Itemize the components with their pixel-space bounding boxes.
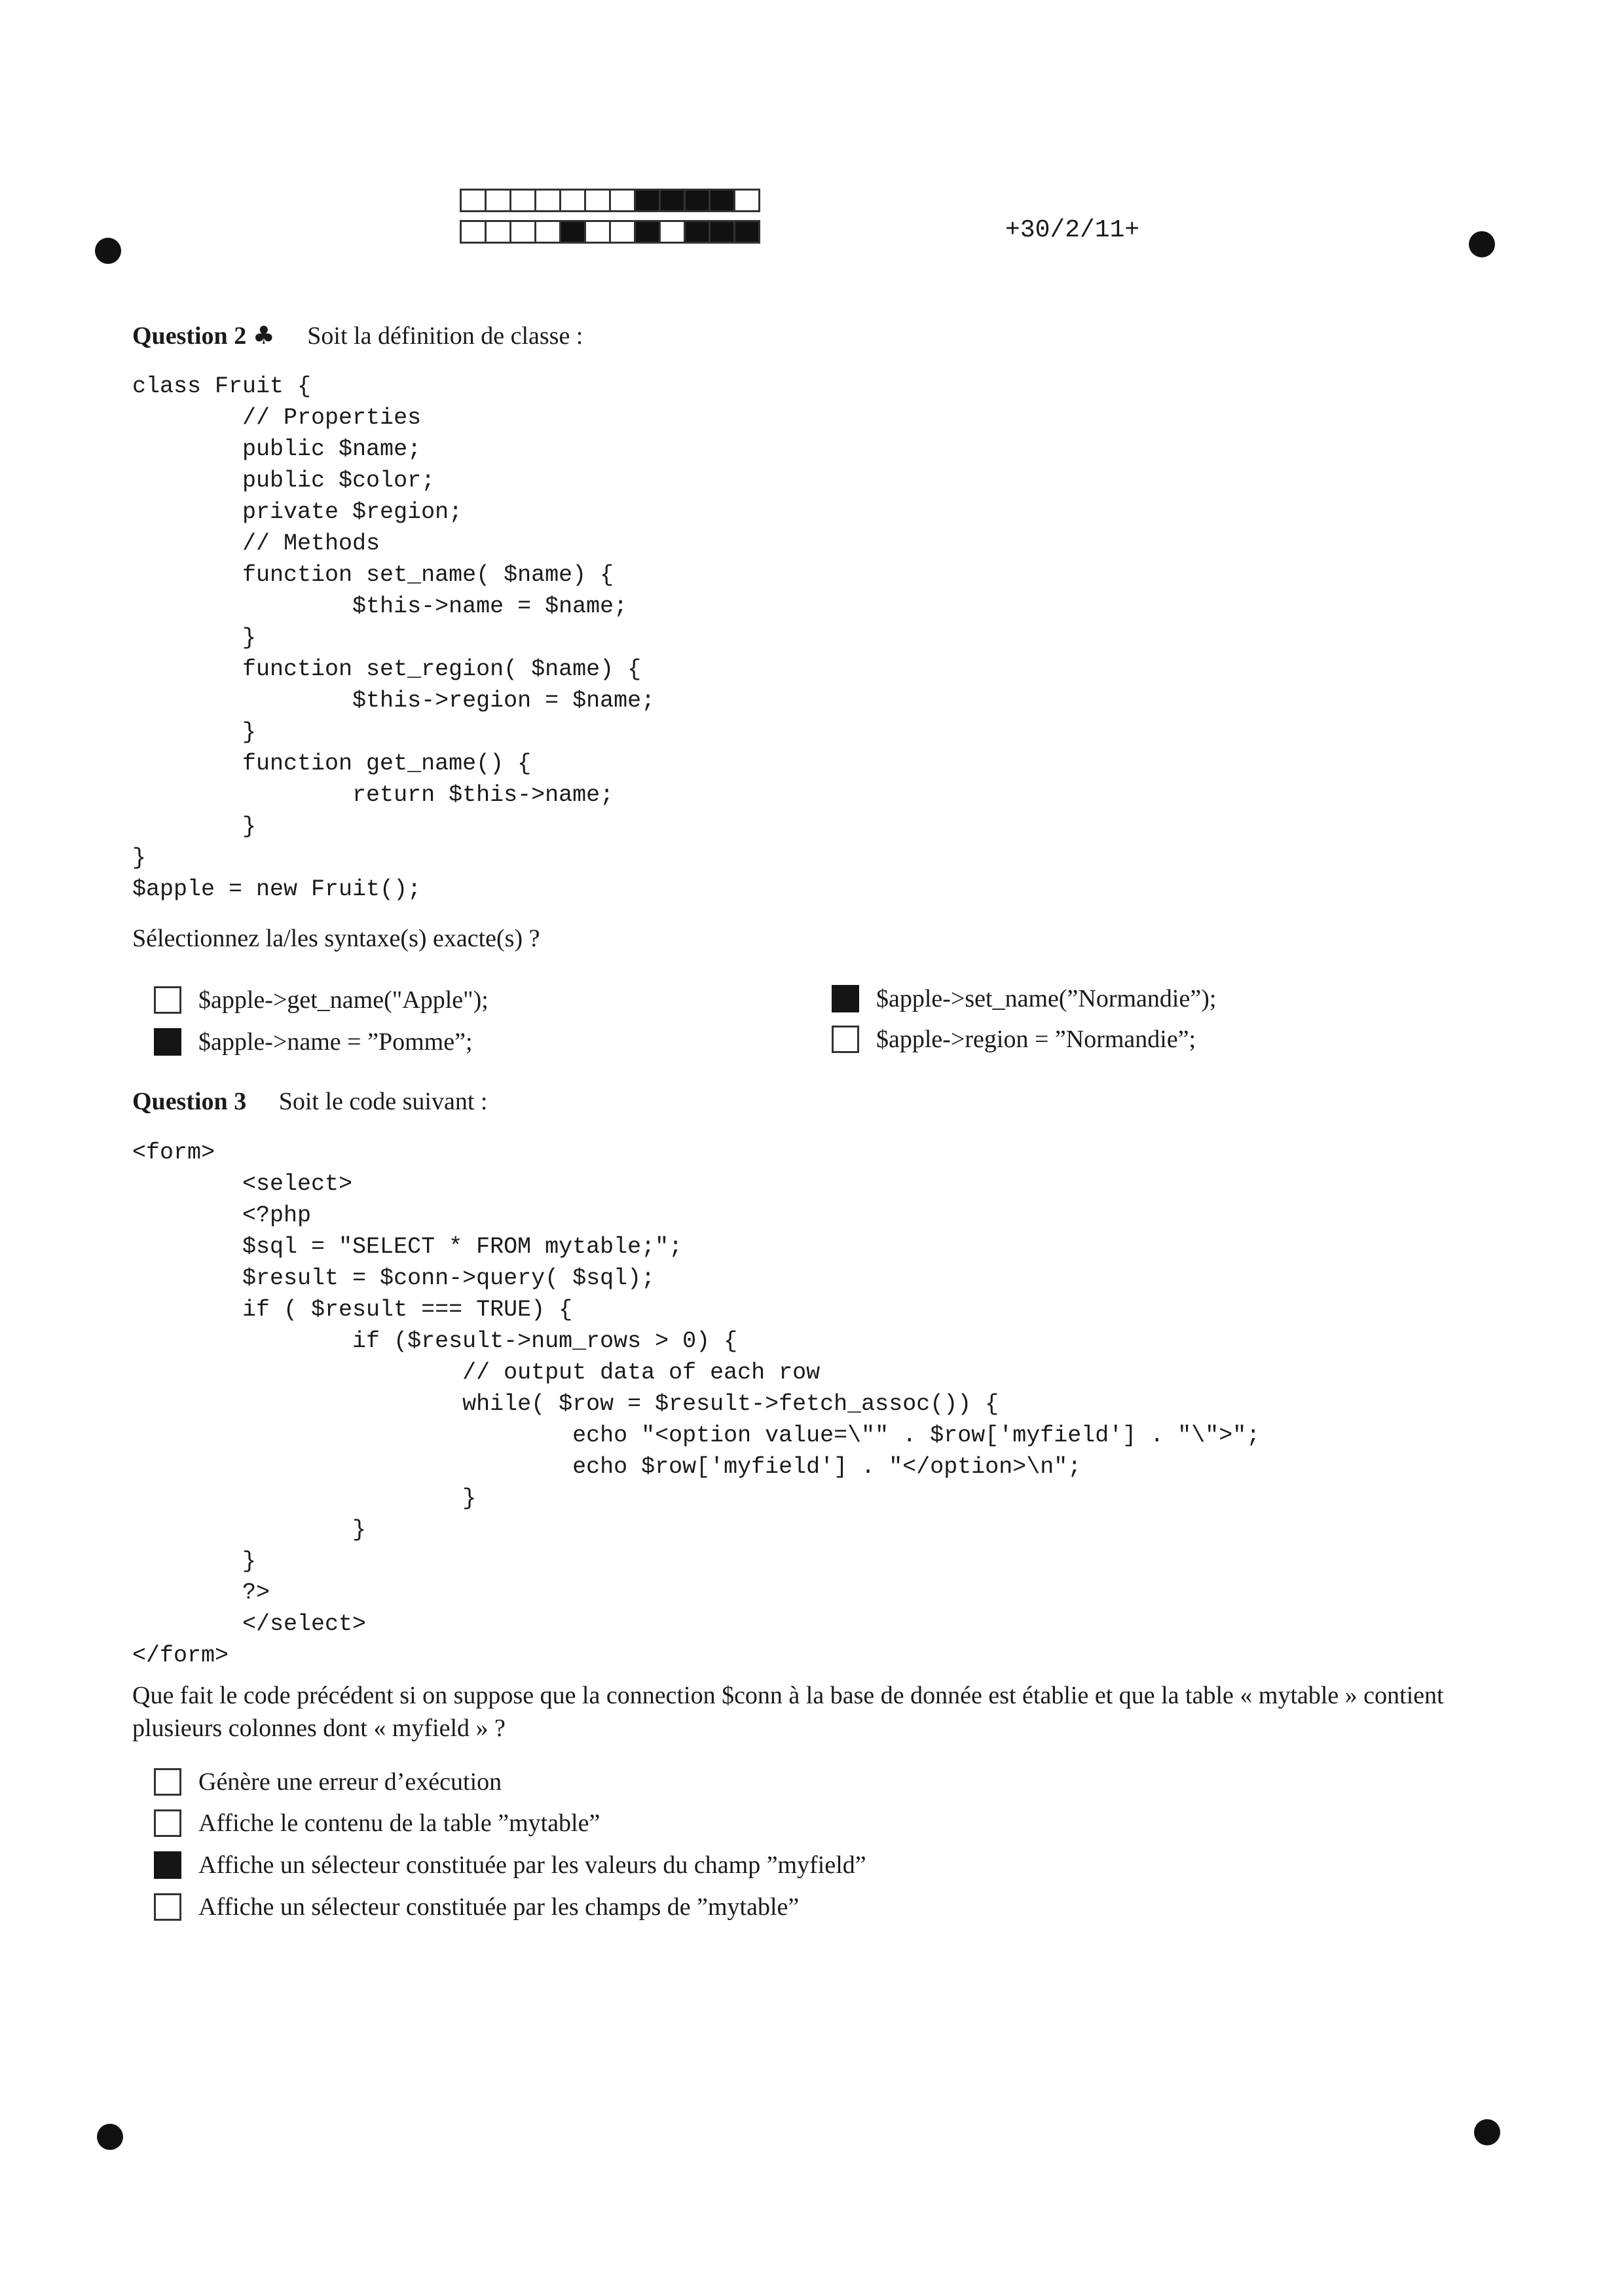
q3-option-2[interactable] bbox=[154, 1809, 600, 1838]
checkbox[interactable] bbox=[154, 986, 181, 1014]
checkbox[interactable] bbox=[832, 985, 859, 1012]
code-cell bbox=[709, 189, 735, 212]
checkbox[interactable] bbox=[154, 1768, 181, 1796]
code-cell bbox=[509, 220, 536, 244]
code-cell bbox=[559, 189, 586, 212]
question-2-prompt: Sélectionnez la/les syntaxe(s) exacte(s) ? bbox=[132, 925, 540, 952]
option-label: $apple->name = ”Pomme”; bbox=[198, 1028, 473, 1056]
code-cell bbox=[460, 220, 487, 244]
code-cell bbox=[609, 189, 636, 212]
question-3-intro: Soit le code suivant : bbox=[278, 1088, 488, 1115]
q2-option-4[interactable] bbox=[832, 1025, 1196, 1054]
option-label: $apple->set_name(”Normandie”); bbox=[876, 985, 1217, 1012]
page-id: +30/2/11+ bbox=[1005, 216, 1140, 244]
code-cell bbox=[684, 220, 710, 244]
question-3-code: <form> <select> <?php $sql = "SELECT * FROM mytable;"; $result = $conn->query( $sql); if ( $result === TRUE) { if ($result->num_rows > 0) { // output data of each row while( $row = $result->fetch_assoc()) { echo "<option value=\"" . $row['myfield'] . "\">"; echo $row['myfield'] . "</option>\n"; } } } ?> </select> </form> bbox=[132, 1139, 1261, 1669]
code-cell bbox=[559, 220, 586, 244]
checkbox[interactable] bbox=[832, 1026, 859, 1053]
code-cell bbox=[534, 189, 561, 212]
option-label: Affiche un sélecteur constituée par les valeurs du champ ”myfield” bbox=[198, 1851, 866, 1879]
code-cell bbox=[684, 189, 710, 212]
code-cell bbox=[634, 220, 661, 244]
registration-mark-bottom-right bbox=[1474, 2119, 1500, 2145]
code-cell bbox=[584, 220, 611, 244]
q2-option-2[interactable] bbox=[832, 984, 1216, 1013]
q3-option-1[interactable] bbox=[154, 1768, 502, 1796]
code-cell bbox=[609, 220, 636, 244]
question-2-title bbox=[132, 321, 583, 350]
q2-option-1[interactable] bbox=[154, 986, 489, 1014]
code-cell bbox=[659, 220, 686, 244]
option-label: $apple->region = ”Normandie”; bbox=[876, 1026, 1196, 1053]
option-label: Affiche le contenu de la table ”mytable” bbox=[198, 1809, 600, 1837]
option-label: Affiche un sélecteur constituée par les champs de ”mytable” bbox=[198, 1893, 800, 1921]
code-cell bbox=[733, 189, 760, 212]
club-icon: ♣ bbox=[252, 321, 275, 350]
question-2-code: class Fruit { // Properties public $name; public $color; private $region; // Methods function set_name( $name) { $this->name = $name; } function set_region( $name) { $this->region = $name; } function get_name() { return $this->name; } } $apple = new Fruit(); bbox=[132, 373, 655, 902]
option-label: $apple->get_name("Apple"); bbox=[198, 986, 489, 1014]
q3-option-3[interactable] bbox=[154, 1851, 866, 1879]
question-3-label: Question 3 bbox=[132, 1088, 247, 1115]
code-cell bbox=[733, 220, 760, 244]
question-3-title bbox=[132, 1087, 487, 1116]
q2-option-3[interactable] bbox=[154, 1028, 473, 1056]
checkbox[interactable] bbox=[154, 1028, 181, 1056]
question-2-intro: Soit la définition de classe : bbox=[307, 322, 583, 350]
option-label: Génère une erreur d’exécution bbox=[198, 1768, 502, 1796]
code-cell bbox=[709, 220, 735, 244]
registration-mark-top-right bbox=[1469, 231, 1495, 257]
code-cell bbox=[509, 189, 536, 212]
registration-mark-top-left bbox=[95, 238, 121, 264]
q3-option-4[interactable] bbox=[154, 1893, 799, 1921]
checkbox[interactable] bbox=[154, 1851, 181, 1879]
question-2-label: Question 2 bbox=[132, 322, 247, 350]
code-cell bbox=[634, 189, 661, 212]
question-3-prompt: Que fait le code précédent si on suppose que la connection $conn à la base de donnée est établie et que la table « mytable » contient plusieurs colonnes dont « myfield » ? bbox=[132, 1682, 1444, 1742]
checkbox[interactable] bbox=[154, 1893, 181, 1921]
page-code-row-2 bbox=[462, 220, 760, 244]
code-cell bbox=[460, 189, 487, 212]
checkbox[interactable] bbox=[154, 1809, 181, 1837]
code-cell bbox=[584, 189, 611, 212]
code-cell bbox=[659, 189, 686, 212]
code-cell bbox=[485, 220, 511, 244]
registration-mark-bottom-left bbox=[97, 2124, 123, 2150]
code-cell bbox=[485, 189, 511, 212]
page-code-row-1 bbox=[462, 189, 760, 212]
code-cell bbox=[534, 220, 561, 244]
